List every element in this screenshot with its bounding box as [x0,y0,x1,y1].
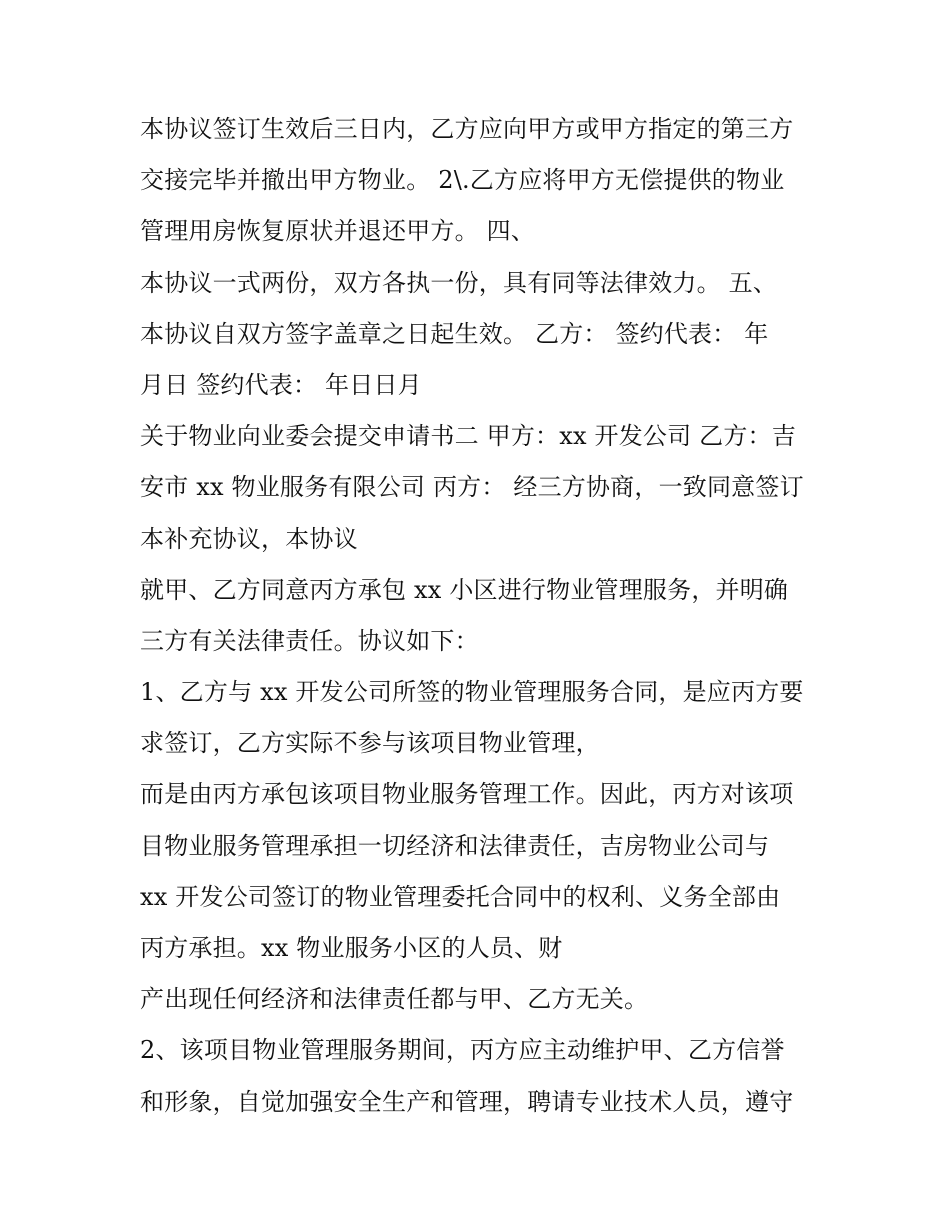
text-line: 交接完毕并撤出甲方物业。 2\.乙方应将甲方无偿提供的物业 [140,166,785,195]
text-line: 三方有关法律责任。协议如下： [140,626,479,655]
text-line: 产出现任何经济和法律责任都与甲、乙方无关。 [140,985,649,1014]
text-line: 本补充协议，本协议 [140,524,358,553]
text-line: 本协议一式两份，双方各执一份，具有同等法律效力。 五、 [140,268,778,297]
text-line: 求签订，乙方实际不参与该项目物业管理， [140,729,600,758]
text-line: 月日 签约代表： 年日日月 [140,370,422,399]
text-line: 就甲、乙方同意丙方承包 xx 小区进行物业管理服务，并明确 [140,575,789,604]
text-line: 安市 xx 物业服务有限公司 丙方： 经三方协商，一致同意签订 [140,473,804,502]
text-line: 1、乙方与 xx 开发公司所签的物业管理服务合同，是应丙方要 [140,678,804,707]
document-body [140,104,830,1128]
text-line: 目物业服务管理承担一切经济和法律责任，吉房物业公司与 [140,831,770,860]
text-line: 本协议签订生效后三日内，乙方应向甲方或甲方指定的第三方 [140,115,794,143]
text-line: 关于物业向业委会提交申请书二 甲方：xx 开发公司 乙方：吉 [140,422,796,451]
text-line: 而是由丙方承包该项目物业服务管理工作。因此，丙方对该项 [140,780,794,809]
text-line: 2、该项目物业管理服务期间，丙方应主动维护甲、乙方信誉 [140,1036,785,1065]
text-line: 和形象，自觉加强安全生产和管理，聘请专业技术人员，遵守 [140,1087,794,1116]
text-line: 本协议自双方签字盖章之日起生效。 乙方： 签约代表： 年 [140,319,769,348]
text-line: 丙方承担。xx 物业服务小区的人员、财 [140,934,563,962]
text-line: 管理用房恢复原状并退还甲方。 四、 [140,217,536,246]
text-line: xx 开发公司签订的物业管理委托合同中的权利、义务全部由 [140,882,781,911]
